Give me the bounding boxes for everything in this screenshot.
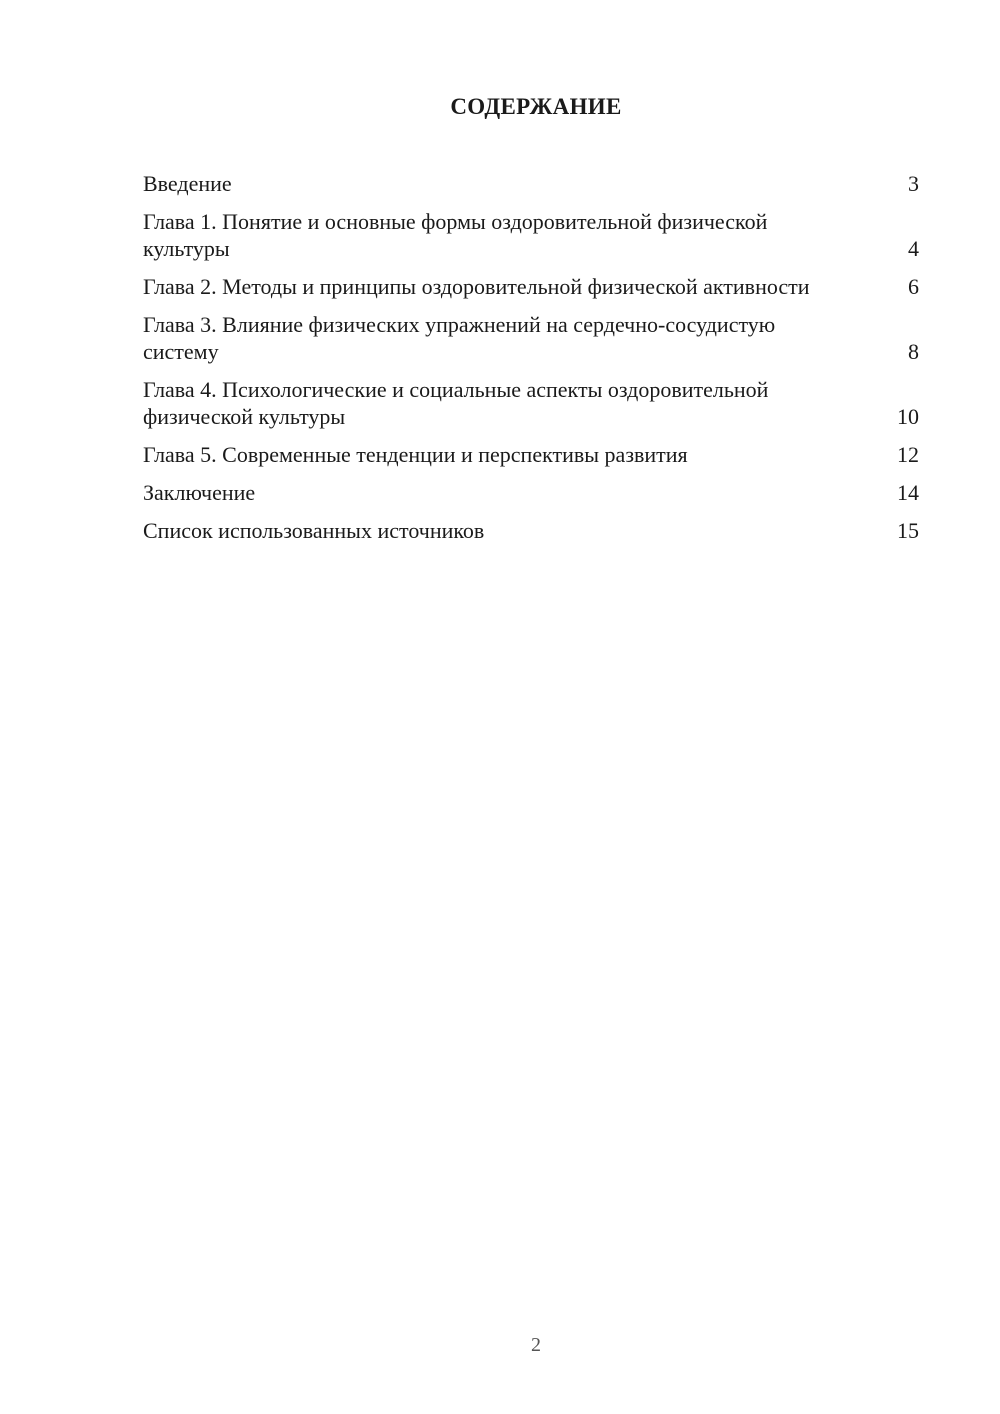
- toc-entry-text: Глава 4. Психологические и социальные аспекты оздоровительной физической культуры: [143, 377, 769, 429]
- toc-entry-page: 10: [897, 404, 919, 429]
- toc-entry-references: [143, 517, 919, 544]
- toc-entry-text: Список использованных источников: [143, 518, 485, 543]
- toc-entry-chapter-5: [143, 441, 919, 468]
- toc-entry-introduction: [143, 170, 919, 197]
- toc-entry-text: Глава 5. Современные тенденции и перспективы развития: [143, 442, 688, 467]
- toc-entry-page: 14: [897, 480, 919, 505]
- toc-title: СОДЕРЖАНИЕ: [450, 94, 622, 119]
- toc-entry-text: Глава 2. Методы и принципы оздоровительной физической активности: [143, 274, 810, 299]
- table-of-contents: [143, 170, 919, 555]
- toc-entry-page: 15: [897, 518, 919, 543]
- toc-entry-text: Глава 3. Влияние физических упражнений на сердечно-сосудистую систему: [143, 312, 776, 364]
- toc-entry-chapter-1: [143, 208, 919, 262]
- page-number: 2: [531, 1334, 541, 1356]
- toc-entry-chapter-3: [143, 311, 919, 365]
- toc-entry-chapter-4: [143, 376, 919, 430]
- toc-entry-text: Глава 1. Понятие и основные формы оздоровительной физической культуры: [143, 209, 768, 261]
- toc-entry-page: 6: [908, 274, 919, 299]
- toc-entry-page: 3: [908, 171, 919, 196]
- toc-entry-text: Введение: [143, 171, 232, 196]
- toc-entry-text: Заключение: [143, 480, 256, 505]
- toc-entry-page: 8: [908, 339, 919, 364]
- toc-entry-conclusion: [143, 479, 919, 506]
- toc-entry-chapter-2: [143, 273, 919, 300]
- toc-entry-page: 12: [897, 442, 919, 467]
- toc-entry-page: 4: [908, 236, 919, 261]
